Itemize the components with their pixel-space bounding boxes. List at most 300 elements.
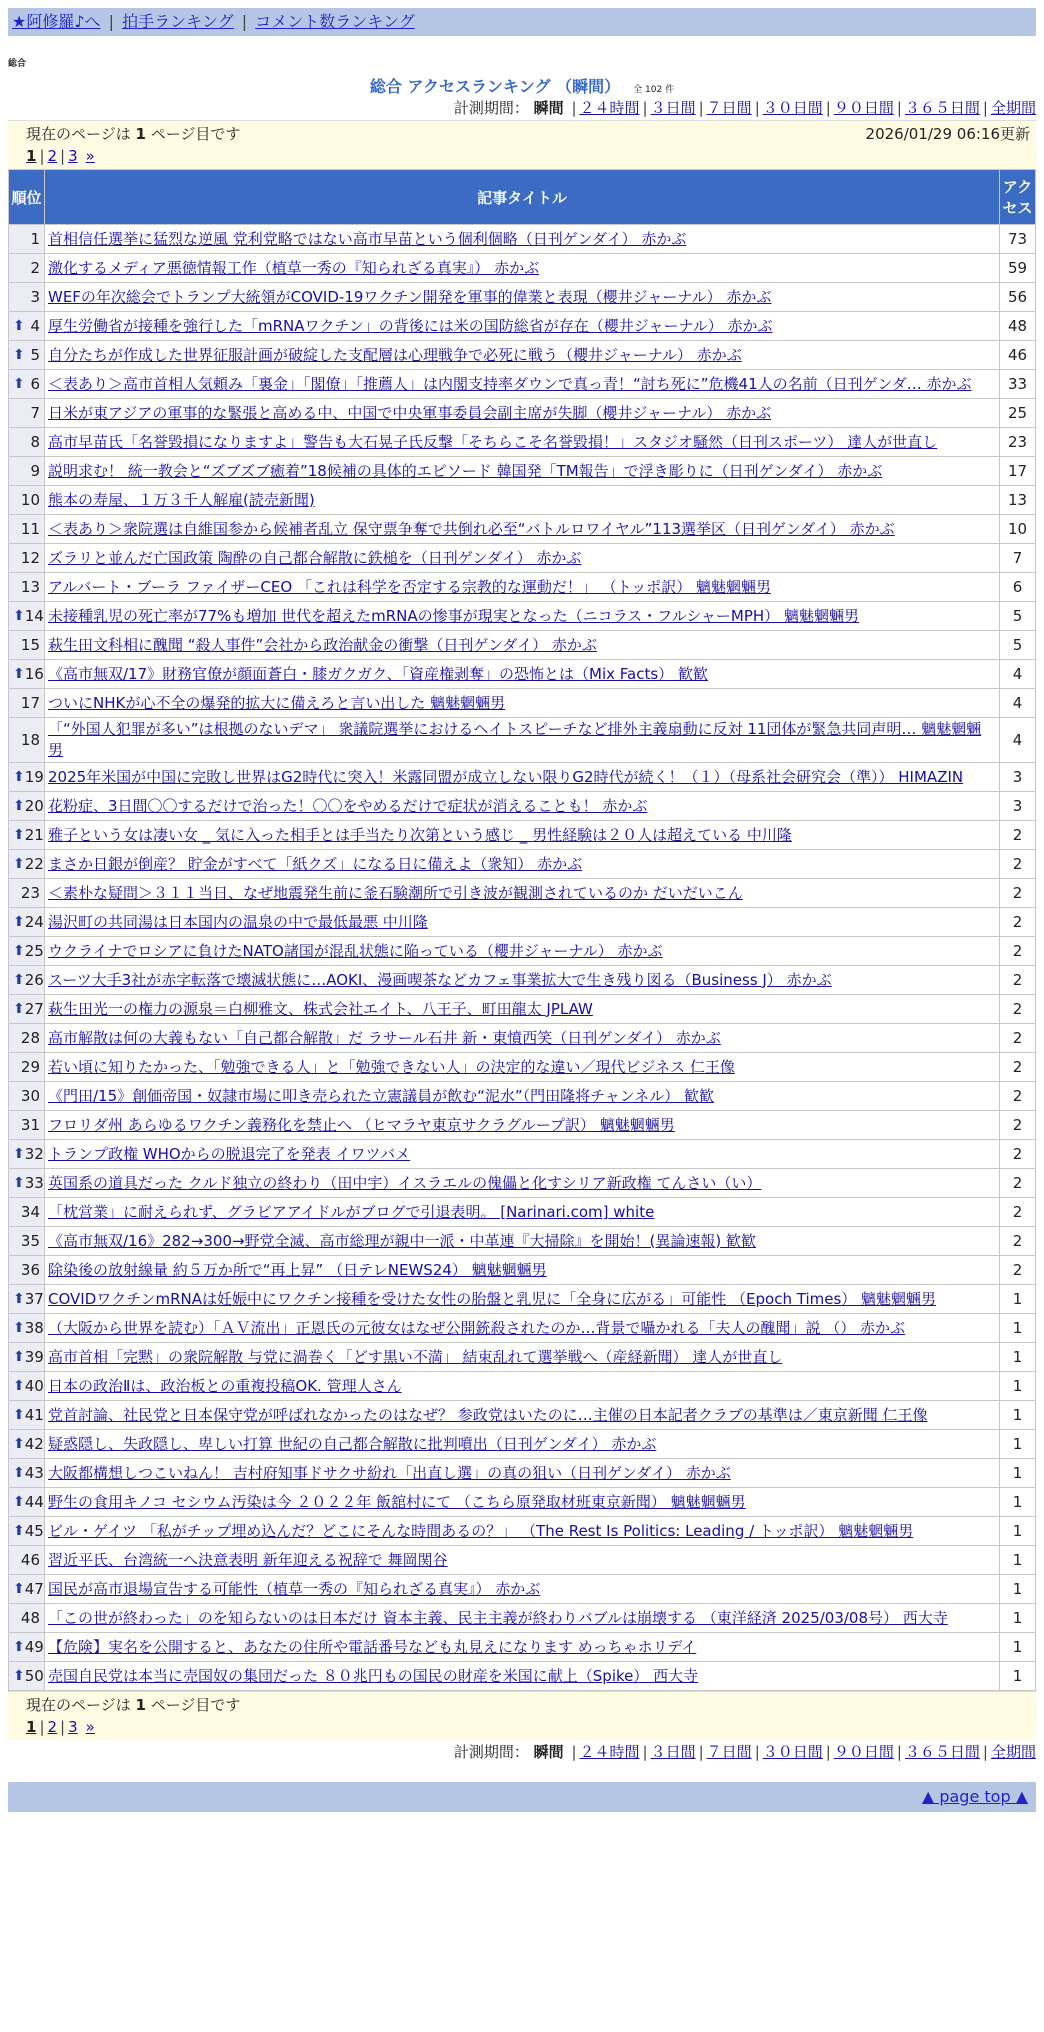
title-cell bbox=[45, 1198, 1000, 1227]
pager-next[interactable]: » bbox=[85, 1718, 95, 1736]
access-count: 10 bbox=[1000, 515, 1036, 544]
article-link[interactable]: 雅子という女は凄い女 _ 気に入った相手とは手当たり次第という感じ _ 男性経験は２０人は超えている 中川隆 bbox=[48, 825, 792, 844]
rank-number: 47 bbox=[24, 1579, 44, 1598]
article-link[interactable]: まさか日銀が倒産？ 貯金がすべて「紙クズ」になる日に備えよ（衆知） 赤かぶ bbox=[48, 854, 583, 873]
access-count: 5 bbox=[1000, 602, 1036, 631]
access-count: 1 bbox=[1000, 1401, 1036, 1430]
rank-cell bbox=[9, 660, 45, 689]
article-link[interactable]: 湯沢町の共同湯は日本国内の温泉の中で最低最悪 中川隆 bbox=[48, 912, 428, 931]
rank-number: 24 bbox=[24, 912, 44, 931]
title-cell bbox=[45, 1546, 1000, 1575]
access-count: 2 bbox=[1000, 850, 1036, 879]
access-count: 2 bbox=[1000, 1082, 1036, 1111]
rank-number: 44 bbox=[24, 1492, 44, 1511]
rank-number: 5 bbox=[30, 345, 40, 364]
access-count: 23 bbox=[1000, 428, 1036, 457]
title-cell bbox=[45, 937, 1000, 966]
article-link[interactable]: 党首討論、社民党と日本保守党が呼ばれなかったのはなぜ？ 参政党はいたのに…主催の日本記者クラブの基準は／東京新聞 仁王像 bbox=[48, 1405, 928, 1424]
title-cell bbox=[45, 1633, 1000, 1662]
rank-cell bbox=[9, 1662, 45, 1691]
table-row bbox=[9, 718, 1036, 763]
access-count: 17 bbox=[1000, 457, 1036, 486]
title-cell bbox=[45, 689, 1000, 718]
rank-cell bbox=[9, 631, 45, 660]
rank-number: 21 bbox=[24, 825, 44, 844]
rank-number: 46 bbox=[20, 1550, 40, 1569]
article-link[interactable]: 熊本の寿屋、１万３千人解雇(読売新聞) bbox=[48, 490, 315, 509]
rank-cell bbox=[9, 937, 45, 966]
rank-up-arrow-icon: ⬆ bbox=[13, 1435, 25, 1452]
title-cell bbox=[45, 1430, 1000, 1459]
period-link[interactable]: ３６５日間 bbox=[904, 99, 980, 117]
table-row bbox=[9, 1575, 1036, 1604]
title-cell bbox=[45, 1372, 1000, 1401]
table-row bbox=[9, 1227, 1036, 1256]
rank-cell bbox=[9, 1227, 45, 1256]
rank-up-arrow-icon: ⬆ bbox=[13, 1290, 25, 1307]
rank-number: 30 bbox=[20, 1086, 40, 1105]
table-row bbox=[9, 908, 1036, 937]
rank-number: 22 bbox=[24, 854, 44, 873]
rank-cell bbox=[9, 1459, 45, 1488]
table-row bbox=[9, 515, 1036, 544]
title-cell bbox=[45, 1169, 1000, 1198]
article-link[interactable]: 若い頃に知りたかった、「勉強できる人」と「勉強できない人」の決定的な違い／現代ビジネス 仁王像 bbox=[48, 1057, 735, 1076]
article-link[interactable]: フロリダ州 あらゆるワクチン義務化を禁止へ （ヒマラヤ東京サクラグループ訳） 魑魅魍魎男 bbox=[48, 1115, 675, 1134]
article-link[interactable]: アルバート・ブーラ ファイザーCEO 「これは科学を否定する宗教的な運動だ！」 （トッポ訳） 魑魅魍魎男 bbox=[48, 577, 771, 596]
period-link[interactable]: ３０日間 bbox=[762, 1743, 823, 1761]
rank-up-arrow-icon: ⬆ bbox=[13, 375, 25, 392]
table-row bbox=[9, 1169, 1036, 1198]
home-link[interactable]: ★阿修羅♪へ bbox=[12, 12, 101, 31]
article-link[interactable]: 《高市無双/16》282→300→野党全滅、高市総理が親中一派・中革連『大掃除』を開始！(異論速報) 歓歓 bbox=[48, 1231, 757, 1250]
article-link[interactable]: 自分たちが作成した世界征服計画が破綻した支配層は心理戦争で必死に戦う（櫻井ジャーナル） 赤かぶ bbox=[48, 345, 742, 364]
access-count: 2 bbox=[1000, 1111, 1036, 1140]
article-link[interactable]: 大阪都構想しつこいねん！ 吉村府知事ドサクサ紛れ「出直し選」の真の狙い（日刊ゲンダイ） 赤かぶ bbox=[48, 1463, 731, 1482]
table-row bbox=[9, 1198, 1036, 1227]
period-separator: | bbox=[982, 99, 988, 117]
rank-cell bbox=[9, 689, 45, 718]
rank-cell bbox=[9, 1024, 45, 1053]
article-link[interactable]: 日本の政治Ⅱは、政治板との重複投稿OK. 管理人さん bbox=[48, 1376, 402, 1395]
rank-cell bbox=[9, 573, 45, 602]
table-row bbox=[9, 602, 1036, 631]
period-separator: | bbox=[571, 99, 577, 117]
access-count: 1 bbox=[1000, 1314, 1036, 1343]
rank-number: 13 bbox=[20, 577, 40, 596]
rank-cell bbox=[9, 370, 45, 399]
ranking-table bbox=[8, 169, 1036, 1691]
rank-number: 33 bbox=[24, 1173, 44, 1192]
rank-number: 14 bbox=[24, 606, 44, 625]
article-link[interactable]: 国民が高市退場宣告する可能性（植草一秀の『知られざる真実』） 赤かぶ bbox=[48, 1579, 541, 1598]
access-count: 33 bbox=[1000, 370, 1036, 399]
table-row bbox=[9, 1140, 1036, 1169]
rank-cell bbox=[9, 1285, 45, 1314]
rank-number: 38 bbox=[24, 1318, 44, 1337]
rank-number: 45 bbox=[24, 1521, 44, 1540]
total-count: 全 102 件 bbox=[633, 85, 675, 95]
table-row bbox=[9, 1372, 1036, 1401]
rank-number: 32 bbox=[24, 1144, 44, 1163]
title-cell bbox=[45, 718, 1000, 763]
article-link[interactable]: 《門田/15》創価帝国・奴隷市場に叩き売られた立憲議員が飲む“泥水”（門田隆将チャンネル） 歓歓 bbox=[48, 1086, 715, 1105]
access-count: 2 bbox=[1000, 966, 1036, 995]
comment-ranking-link[interactable]: コメント数ランキング bbox=[255, 12, 415, 31]
article-link[interactable]: 説明求む！ 統一教会と“ズブズブ癒着”18候補の具体的エピソード 韓国発「TM報告」で浮き彫りに（日刊ゲンダイ） 赤かぶ bbox=[48, 461, 883, 480]
article-link[interactable]: 首相信任選挙に猛烈な逆風 党利党略ではない高市早苗という個利個略（日刊ゲンダイ） 赤かぶ bbox=[48, 229, 687, 248]
rank-cell bbox=[9, 1546, 45, 1575]
rank-number: 3 bbox=[30, 287, 40, 306]
article-link[interactable]: 萩生田文科相に醜聞 “殺人事件”会社から政治献金の衝撃（日刊ゲンダイ） 赤かぶ bbox=[48, 635, 597, 654]
rank-up-arrow-icon: ⬆ bbox=[13, 1406, 25, 1423]
pagination-bottom bbox=[8, 1691, 1036, 1740]
access-count: 1 bbox=[1000, 1575, 1036, 1604]
page-top-link[interactable]: ▲ page top ▲ bbox=[921, 1787, 1028, 1806]
table-row bbox=[9, 631, 1036, 660]
period-label: 計測期間： bbox=[453, 99, 529, 117]
article-link[interactable]: 高市首相「完黙」の衆院解散 与党に渦巻く「どす黒い不満」 結束乱れて選挙戦へ（産経新聞） 達人が世直し bbox=[48, 1347, 783, 1366]
rank-cell bbox=[9, 1517, 45, 1546]
access-count: 1 bbox=[1000, 1488, 1036, 1517]
article-link[interactable]: 野生の食用キノコ セシウム汚染は今 ２０２２年 飯舘村にて （こちら原発取材班東京新聞） 魑魅魍魎男 bbox=[48, 1492, 746, 1511]
article-link[interactable]: 激化するメディア悪徳情報工作（植草一秀の『知られざる真実』） 赤かぶ bbox=[48, 258, 540, 277]
article-link[interactable]: 《高市無双/17》財務官僚が顔面蒼白・膝ガクガク、「資産権剥奪」の恐怖とは（Mix Facts） 歓歓 bbox=[48, 664, 708, 683]
table-row bbox=[9, 1401, 1036, 1430]
access-count: 1 bbox=[1000, 1546, 1036, 1575]
rank-number: 36 bbox=[20, 1260, 40, 1279]
rank-cell bbox=[9, 457, 45, 486]
nav-separator: | bbox=[108, 12, 115, 31]
article-link[interactable]: 「“外国人犯罪が多い”は根拠のないデマ」 衆議院選挙におけるヘイトスピーチなど排外主義扇動に反対 11団体が緊急共同声明… 魑魅魍魎男 bbox=[48, 720, 982, 759]
table-row bbox=[9, 1285, 1036, 1314]
rank-cell bbox=[9, 1604, 45, 1633]
table-row bbox=[9, 1024, 1036, 1053]
rank-cell bbox=[9, 1082, 45, 1111]
article-link[interactable]: 「枕営業」に耐えられず、グラビアアイドルがブログで引退表明。 [Narinari.com] white bbox=[48, 1202, 655, 1221]
pager-link[interactable]: 3 bbox=[68, 1718, 78, 1736]
rank-cell bbox=[9, 515, 45, 544]
access-count: 3 bbox=[1000, 763, 1036, 792]
pager-current[interactable]: 1 bbox=[26, 1718, 37, 1736]
article-link[interactable]: ついにNHKが心不全の爆発的拡大に備えろと言い出した 魑魅魍魎男 bbox=[48, 693, 506, 712]
pager-next[interactable]: » bbox=[85, 147, 95, 165]
rank-cell bbox=[9, 1633, 45, 1662]
article-link[interactable]: 2025年米国が中国に完敗し世界はG2時代に突入！米露同盟が成立しない限りG2時代が続く！（１）（母系社会研究会（準）） HIMAZIN bbox=[48, 767, 964, 786]
title-cell bbox=[45, 428, 1000, 457]
pager-link[interactable]: 3 bbox=[68, 147, 78, 165]
title-cell bbox=[45, 1140, 1000, 1169]
rank-number: 39 bbox=[24, 1347, 44, 1366]
access-count: 2 bbox=[1000, 1053, 1036, 1082]
article-link[interactable]: 【危険】実名を公開すると、あなたの住所や電話番号なども丸見えになります めっちゃホリデイ bbox=[48, 1637, 697, 1656]
article-link[interactable]: COVIDワクチンmRNAは妊娠中にワクチン接種を受けた女性の胎盤と乳児に「全身に広がる」可能性 （Epoch Times） 魑魅魍魎男 bbox=[48, 1289, 937, 1308]
access-count: 46 bbox=[1000, 341, 1036, 370]
rank-up-arrow-icon: ⬆ bbox=[13, 1580, 25, 1597]
table-row bbox=[9, 1430, 1036, 1459]
access-count: 2 bbox=[1000, 1198, 1036, 1227]
rank-up-arrow-icon: ⬆ bbox=[13, 913, 25, 930]
article-link[interactable]: 習近平氏、台湾統一へ決意表明 新年迎える祝辞で 舞岡関谷 bbox=[48, 1550, 448, 1569]
rank-cell bbox=[9, 1053, 45, 1082]
rank-cell bbox=[9, 1488, 45, 1517]
access-count: 1 bbox=[1000, 1633, 1036, 1662]
title-cell bbox=[45, 995, 1000, 1024]
page-title: 総合 アクセスランキング （瞬間） bbox=[369, 77, 621, 96]
period-current: 瞬間 bbox=[533, 99, 564, 117]
pager-separator: | bbox=[60, 147, 66, 165]
rank-number: 34 bbox=[20, 1202, 40, 1221]
current-page-info: 現在のページは 1 ページ目です bbox=[26, 1696, 241, 1714]
period-link[interactable]: 全期間 bbox=[990, 1743, 1036, 1761]
rank-number: 17 bbox=[20, 693, 40, 712]
footer-bar bbox=[8, 1782, 1036, 1812]
article-link[interactable]: 厚生労働省が接種を強行した「mRNAワクチン」の背後には米の国防総省が存在（櫻井ジャーナル） 赤かぶ bbox=[48, 316, 773, 335]
pager-link[interactable]: 2 bbox=[47, 147, 58, 165]
nav-separator: | bbox=[241, 12, 248, 31]
title-cell bbox=[45, 660, 1000, 689]
title-cell bbox=[45, 254, 1000, 283]
table-row bbox=[9, 399, 1036, 428]
rank-number: 6 bbox=[30, 374, 40, 393]
period-label: 計測期間： bbox=[453, 1743, 529, 1761]
period-link[interactable]: ９０日間 bbox=[833, 99, 894, 117]
article-link[interactable]: 高市早苗氏「名誉毀損になりますよ」警告も大石晃子氏反撃「そちらこそ名誉毀損！」スタジオ騒然（日刊スポーツ） 達人が世直し bbox=[48, 432, 938, 451]
rank-cell bbox=[9, 908, 45, 937]
article-link[interactable]: 除染後の放射線量 約５万か所で“再上昇” （日テレNEWS24） 魑魅魍魎男 bbox=[48, 1260, 547, 1279]
article-link[interactable]: ズラリと並んだ亡国政策 陶酔の自己都合解散に鉄槌を（日刊ゲンダイ） 赤かぶ bbox=[48, 548, 582, 567]
rank-number: 12 bbox=[20, 548, 40, 567]
access-count: 4 bbox=[1000, 689, 1036, 718]
table-row bbox=[9, 312, 1036, 341]
rank-cell bbox=[9, 1111, 45, 1140]
article-link[interactable]: ＜表あり＞衆院選は自維国参から候補者乱立 保守票争奪で共倒れ必至“バトルロワイヤル”113選挙区（日刊ゲンダイ） 赤かぶ bbox=[48, 519, 895, 538]
table-row bbox=[9, 573, 1036, 602]
period-separator: | bbox=[698, 99, 704, 117]
title-cell bbox=[45, 1227, 1000, 1256]
article-link[interactable]: 花粉症、3日間〇〇するだけで治った！〇〇をやめるだけで症状が消えることも！ 赤かぶ bbox=[48, 796, 648, 815]
period-link[interactable]: ７日間 bbox=[706, 99, 752, 117]
rank-number: 49 bbox=[24, 1637, 44, 1656]
rank-number: 48 bbox=[20, 1608, 40, 1627]
pager-current[interactable]: 1 bbox=[26, 147, 37, 165]
period-link[interactable]: ９０日間 bbox=[833, 1743, 894, 1761]
article-link[interactable]: 高市解散は何の大義もない「自己都合解散」だ ラサール石井 新・東憤西笑（日刊ゲンダイ） 赤かぶ bbox=[48, 1028, 721, 1047]
rank-up-arrow-icon: ⬆ bbox=[13, 607, 25, 624]
title-cell bbox=[45, 225, 1000, 254]
title-cell bbox=[45, 1256, 1000, 1285]
period-link[interactable]: ３６５日間 bbox=[904, 1743, 980, 1761]
table-row bbox=[9, 937, 1036, 966]
access-count: 1 bbox=[1000, 1604, 1036, 1633]
table-row bbox=[9, 1546, 1036, 1575]
access-count: 2 bbox=[1000, 1140, 1036, 1169]
title-cell bbox=[45, 631, 1000, 660]
rank-number: 11 bbox=[20, 519, 40, 538]
table-row bbox=[9, 1111, 1036, 1140]
table-row bbox=[9, 1488, 1036, 1517]
title-cell bbox=[45, 1285, 1000, 1314]
article-link[interactable]: 日米が東アジアの軍事的な緊張と高める中、中国で中央軍事委員会副主席が失脚（櫻井ジャーナル） 赤かぶ bbox=[48, 403, 772, 422]
access-count: 4 bbox=[1000, 660, 1036, 689]
title-cell bbox=[45, 370, 1000, 399]
title-cell bbox=[45, 1082, 1000, 1111]
rank-cell bbox=[9, 1256, 45, 1285]
rank-number: 40 bbox=[24, 1376, 44, 1395]
rank-cell bbox=[9, 341, 45, 370]
rank-number: 15 bbox=[20, 635, 40, 654]
rank-cell bbox=[9, 1372, 45, 1401]
table-row bbox=[9, 879, 1036, 908]
access-count: 13 bbox=[1000, 486, 1036, 515]
period-link[interactable]: ７日間 bbox=[706, 1743, 752, 1761]
title-cell bbox=[45, 1575, 1000, 1604]
rank-number: 26 bbox=[24, 970, 44, 989]
rank-number: 43 bbox=[24, 1463, 44, 1482]
title-cell bbox=[45, 966, 1000, 995]
rank-number: 16 bbox=[24, 664, 44, 683]
access-count: 3 bbox=[1000, 792, 1036, 821]
period-separator: | bbox=[982, 1743, 988, 1761]
access-count: 2 bbox=[1000, 995, 1036, 1024]
period-link[interactable]: ２４時間 bbox=[579, 99, 640, 117]
rank-cell bbox=[9, 850, 45, 879]
table-row bbox=[9, 544, 1036, 573]
rank-cell bbox=[9, 763, 45, 792]
rank-up-arrow-icon: ⬆ bbox=[13, 797, 25, 814]
rank-cell bbox=[9, 1198, 45, 1227]
article-link[interactable]: トランプ政権 WHOからの脱退完了を発表 イワツバメ bbox=[48, 1144, 411, 1163]
table-row bbox=[9, 457, 1036, 486]
rank-number: 10 bbox=[20, 490, 40, 509]
title-cell bbox=[45, 908, 1000, 937]
table-row bbox=[9, 850, 1036, 879]
title-cell bbox=[45, 1488, 1000, 1517]
rank-number: 19 bbox=[24, 767, 44, 786]
rank-cell bbox=[9, 1314, 45, 1343]
rank-up-arrow-icon: ⬆ bbox=[13, 1000, 25, 1017]
rank-number: 9 bbox=[30, 461, 40, 480]
access-count: 25 bbox=[1000, 399, 1036, 428]
page-title-row bbox=[8, 74, 1036, 96]
table-row bbox=[9, 1082, 1036, 1111]
period-separator: | bbox=[698, 1743, 704, 1761]
title-cell bbox=[45, 1604, 1000, 1633]
title-cell bbox=[45, 1111, 1000, 1140]
period-separator: | bbox=[896, 99, 902, 117]
pager-link[interactable]: 2 bbox=[47, 1718, 58, 1736]
rank-cell bbox=[9, 486, 45, 515]
access-count: 4 bbox=[1000, 718, 1036, 763]
table-row bbox=[9, 254, 1036, 283]
title-cell bbox=[45, 544, 1000, 573]
updated-time: 2026/01/29 06:16更新 bbox=[865, 125, 1030, 143]
table-row bbox=[9, 792, 1036, 821]
rank-up-arrow-icon: ⬆ bbox=[13, 768, 25, 785]
article-link[interactable]: 「この世が終わった」のを知らないのは日本だけ 資本主義、民主主義が終わりバブルは崩壊する （東洋経済 2025/03/08号） 西大寺 bbox=[48, 1608, 948, 1627]
period-current: 瞬間 bbox=[533, 1743, 564, 1761]
rank-cell bbox=[9, 312, 45, 341]
rank-cell bbox=[9, 1140, 45, 1169]
access-count: 2 bbox=[1000, 821, 1036, 850]
title-cell bbox=[45, 573, 1000, 602]
access-count: 1 bbox=[1000, 1343, 1036, 1372]
title-cell bbox=[45, 850, 1000, 879]
title-cell bbox=[45, 763, 1000, 792]
rank-number: 2 bbox=[30, 258, 40, 277]
period-link[interactable]: ３日間 bbox=[650, 99, 696, 117]
pager-separator: | bbox=[39, 147, 45, 165]
period-link[interactable]: ３日間 bbox=[650, 1743, 696, 1761]
rank-number: 35 bbox=[20, 1231, 40, 1250]
title-cell bbox=[45, 515, 1000, 544]
period-separator: | bbox=[642, 1743, 648, 1761]
access-count: 1 bbox=[1000, 1372, 1036, 1401]
article-link[interactable]: （大阪から世界を読む）「ＡＶ流出」正恩氏の元彼女はなぜ公開銃殺されたのか…背景で囁かれる「夫人の醜聞」説 （） 赤かぶ bbox=[48, 1318, 906, 1337]
rank-cell bbox=[9, 879, 45, 908]
access-count: 48 bbox=[1000, 312, 1036, 341]
article-link[interactable]: ＜素朴な疑問＞３１１当日、なぜ地震発生前に釜石験潮所で引き波が観測されているのか だいだいこん bbox=[48, 883, 743, 902]
rank-number: 23 bbox=[20, 883, 40, 902]
title-cell bbox=[45, 283, 1000, 312]
rank-up-arrow-icon: ⬆ bbox=[13, 1319, 25, 1336]
rank-number: 42 bbox=[24, 1434, 44, 1453]
article-link[interactable]: ビル・ゲイツ 「私がチップ埋め込んだ？どこにそんな時間あるの？」 （The Rest Is Politics: Leading / トッポ訳） 魑魅魍魎男 bbox=[48, 1521, 914, 1540]
rank-cell bbox=[9, 544, 45, 573]
rank-up-arrow-icon: ⬆ bbox=[13, 1377, 25, 1394]
period-link[interactable]: ３０日間 bbox=[762, 99, 823, 117]
article-link[interactable]: スーツ大手3社が赤字転落で壊滅状態に…AOKI、漫画喫茶などカフェ事業拡大で生き残り図る（Business J） 赤かぶ bbox=[48, 970, 832, 989]
header-title: 記事タイトル bbox=[45, 170, 1000, 225]
rank-up-arrow-icon: ⬆ bbox=[13, 346, 25, 363]
title-cell bbox=[45, 1053, 1000, 1082]
period-link[interactable]: ２４時間 bbox=[579, 1743, 640, 1761]
title-cell bbox=[45, 1314, 1000, 1343]
pager-separator: | bbox=[60, 1718, 66, 1736]
rank-cell bbox=[9, 283, 45, 312]
article-link[interactable]: 未接種乳児の死亡率が77%も増加 世代を超えたmRNAの惨事が現実となった（ニコラス・フルシャーMPH） 魑魅魍魎男 bbox=[48, 606, 859, 625]
title-cell bbox=[45, 457, 1000, 486]
article-link[interactable]: 英国系の道具だった クルド独立の終わり（田中宇）イスラエルの傀儡と化すシリア新政権 てんさい（い） bbox=[48, 1173, 762, 1192]
period-separator: | bbox=[571, 1743, 577, 1761]
access-count: 2 bbox=[1000, 1256, 1036, 1285]
table-row bbox=[9, 1662, 1036, 1691]
access-count: 2 bbox=[1000, 1169, 1036, 1198]
period-selector-top bbox=[8, 96, 1036, 120]
rank-cell bbox=[9, 399, 45, 428]
period-link[interactable]: 全期間 bbox=[990, 99, 1036, 117]
article-link[interactable]: 売国自民党は本当に売国奴の集団だった ８０兆円もの国民の財産を米国に献上（Spike） 西大寺 bbox=[48, 1666, 699, 1685]
rank-cell bbox=[9, 1401, 45, 1430]
table-row bbox=[9, 821, 1036, 850]
rank-number: 4 bbox=[30, 316, 40, 335]
access-count: 5 bbox=[1000, 631, 1036, 660]
rank-cell bbox=[9, 1430, 45, 1459]
clap-ranking-link[interactable]: 拍手ランキング bbox=[122, 12, 234, 31]
rank-cell bbox=[9, 1343, 45, 1372]
article-link[interactable]: ウクライナでロシアに負けたNATO諸国が混乱状態に陥っている（櫻井ジャーナル） 赤かぶ bbox=[48, 941, 663, 960]
rank-number: 8 bbox=[30, 432, 40, 451]
article-link[interactable]: WEFの年次総会でトランプ大統領がCOVID-19ワクチン開発を軍事的偉業と表現（櫻井ジャーナル） 赤かぶ bbox=[48, 287, 772, 306]
table-row bbox=[9, 1053, 1036, 1082]
article-link[interactable]: 疑惑隠し、失政隠し、卑しい打算 世紀の自己都合解散に批判噴出（日刊ゲンダイ） 赤かぶ bbox=[48, 1434, 657, 1453]
title-cell bbox=[45, 399, 1000, 428]
article-link[interactable]: ＜表あり＞高市首相人気頼み「裏金」「閣僚」「推薦人」は内閣支持率ダウンで真っ青！“討ち死に”危機41人の名前（日刊ゲンダ… 赤かぶ bbox=[48, 374, 972, 393]
rank-up-arrow-icon: ⬆ bbox=[13, 1145, 25, 1162]
article-link[interactable]: 萩生田光一の権力の源泉＝白柳雅文、株式会社エイト、八王子、町田龍太 JPLAW bbox=[48, 999, 593, 1018]
title-cell bbox=[45, 312, 1000, 341]
rank-up-arrow-icon: ⬆ bbox=[13, 1464, 25, 1481]
